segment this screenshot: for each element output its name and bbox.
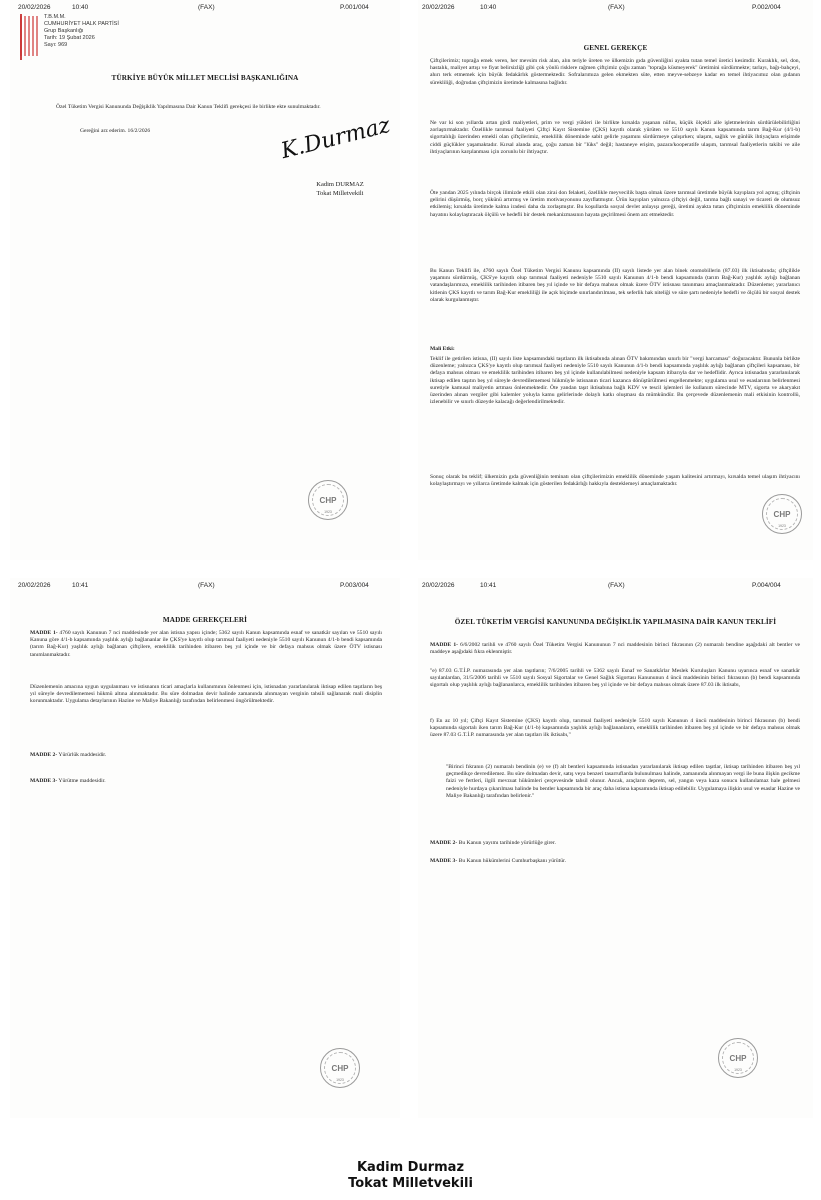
fax-header: [10, 578, 400, 592]
party-seal-icon: CHP 1923: [762, 494, 802, 534]
fax-time: 10:41: [72, 582, 89, 589]
fax-date: 20/02/2026: [422, 582, 455, 589]
paragraph: Bu Kanun Teklifi ile, 4760 sayılı Özel Tüketim Vergisi Kanunu kapsamında (II) sayılı listede yer alan binek otomobillerin (87.03) ilk iktisabında; çiftçilikle yaşamını sürdürmüş, ÇKS'ye kayıtlı olup tarımsal faaliyeti nedeniyle 5510 sayılı Kanunun 4/1-b bendi kapsamında (tarım Bağ-Kur) yaşlılık aylığı bağlanan vatandaşlarımıza, emeklilik tarihinden itibaren beş yıl içinde ve bir defaya mahsus olmak üzere ÖTV istisnası tanınması amaçlanmaktadır. Düzenleme; yararlanıcı kitlenin ÇKS kayıtlı ve tarım Bağ-Kur emekliliği ile açık biçimde sınırlandırılması, tek seferlik hak niteliği ve süre şartı nedeniyle hedefli ve ölçülü bir sosyal destek olarak kurgulanmıştır.: [430, 268, 800, 303]
fax-page-number: P.001/004: [340, 4, 369, 11]
law-article-2: MADDE 2- Bu Kanun yayımı tarihinde yürürlüğe girer.: [430, 840, 556, 846]
fax-page-number: P.002/004: [752, 4, 781, 11]
footer-name: Kadim Durmaz: [356, 1160, 465, 1175]
fax-time: 10:40: [480, 4, 497, 11]
signer-name: Kadim DURMAZ: [316, 181, 364, 188]
law-subclause-e: "e) 87.03 G.T.İ.P. numarasında yer alan taşıtların; 7/6/2005 tarihli ve 5362 sayılı Esnaf ve Sanatkârlar Meslek Kuruluşları Kanunu uyarınca esnaf ve sanatkâr sayılanlardan, 31/5/2006 tarihli ve 5510 sayılı Sosyal Sigortalar ve Genel Sağlık Sigortası Kanununun 4 üncü maddesinin birinci fıkrasının (b) bendi kapsamında sigortalı olup yaşlılık aylığı bağlananlarca, emeklilik tarihinden itibaren beş yıl içinde ve bir defaya mahsus olmak üzere 87.03 ilk iktisabı,: [430, 668, 800, 689]
fax-header: [418, 578, 813, 592]
party-seal-icon: CHP 1923: [308, 480, 348, 520]
fax-page-1: [10, 0, 400, 560]
mali-etki-heading: Mali Etki:: [430, 346, 455, 352]
footer-title: Tokat Milletvekili: [348, 1176, 473, 1191]
law-added-paragraph: "Birinci fıkranın (2) numaralı bendinin (e) ve (f) alt bentleri kapsamında istisnadan yararlanılarak iktisap edilen taşıtlar, iktisap tarihinden itibaren beş yıl geçmedikçe devredilemez. Bu süre dolmadan devir, satış veya benzeri tasarruflarda bulunulması halinde, zamanında alınmayan vergi ile buna ilişkin gecikme faizi ve fertleri, ilgili mevzuat hükümleri çerçevesinde tahsil olunur. Ancak, araçların deprem, sel, yangın veya kaza sonucu kullanılamaz hale gelmesi nedeniyle hurdaya çıkarılması halinde bu bentler kapsamında bir araç daha istisna kapsamında iktisap edilebilir. Uygulamaya ilişkin usul ve esaslar Hazine ve Maliye Bakanlığı tarafından belirlenir.": [446, 764, 800, 799]
page-title: GENEL GEREKÇE: [583, 44, 648, 52]
fax-header: [418, 0, 813, 14]
article-3-rationale: MADDE 3- Yürütme maddesidir.: [30, 778, 106, 784]
fax-date: 20/02/2026: [422, 4, 455, 11]
fax-header: [10, 0, 400, 14]
signer-block: [300, 180, 380, 198]
paragraph: Öte yandan 2025 yılında birçok ilimizde etkili olan zirai don felaketi, özellikle meyvecilik başta olmak üzere tarımsal üretimde büyük kayıplara yol açmış; çiftçinin gelirini düşürmüş, borç yükünü artırmış ve üretim motivasyonunu zayıflatmıştır. Ürün kayıpları yalnızca çiftçiyi değil, tarıma bağlı sanayi ve ticareti de olumsuz etkilemiş; kırsalda üretimde kalma iradesi daha da zorlaşmıştır. Bu koşullarda sosyal devlet anlayışı gereği, üretimi ayakta tutan çiftçimizin emeklilik döneminde hayatını kolaylaştıracak ölçülü ve hedefli bir destek mekanizmasının hayata geçirilmesi önem arz etmektedir.: [430, 190, 800, 218]
fax-label: (FAX): [198, 582, 215, 589]
law-article-3: MADDE 3- Bu Kanun hükümlerini Cumhurbaşkanı yürütür.: [430, 858, 566, 864]
party-seal-icon: CHP 1923: [718, 1038, 758, 1078]
footer-signature: [0, 1160, 821, 1192]
receipt-stamp: T.B.M.M. CUMHURİYET HALK PARTİSİ Grup Başkanlığı Tarih: 19 Şubat 2026 Sayı: 969: [20, 14, 130, 60]
fax-time: 10:41: [480, 582, 497, 589]
party-logo-icon: [20, 16, 40, 56]
law-subclause-f: f) En az 10 yıl; Çiftçi Kayıt Sistemine (ÇKS) kayıtlı olup, tarımsal faaliyeti nedeniyle 5510 sayılı Kanunun 4 üncü maddesinin birinci fıkrasının (b) bendi kapsamında sigortalı iken tarım Bağ-Kur (4/1-b) kapsamında yaşlılık aylığı bağlananların, emeklilik tarihinden itibaren beş yıl içinde ve bir defaya mahsus olmak üzere 87.03 G.T.İ.P. numarasında yer alan taşıtları ilk iktisabı,": [430, 718, 800, 739]
paragraph: Sonuç olarak bu teklif; ülkemizin gıda güvenliğinin teminatı olan çiftçilerimizin emeklilik döneminde yaşam kalitesini artırmayı, kırsalda temel ulaşım ihtiyacını kolaylaştırmayı ve yıllarca üretimde kalmak için gösterilen fedakârlığı hakkıyla desteklemeyi amaçlamaktadır.: [430, 474, 800, 488]
fax-page-number: P.004/004: [752, 582, 781, 589]
article-1-rationale-cont: Düzenlemenin amacına uygun uygulanması ve istisnanın ticari amaçlarla kullanımının önlenmesi için, istisnadan yararlanılarak iktisap edilen taşıtların beş yıl süreyle devredilememesi hükmü altına alınmaktadır. Bu süre dolmadan devir halinde zamanında alınmayan verginin tahsili sağlanarak mali disiplin korunmaktadır. Uygulama detaylarının Hazine ve Maliye Bakanlığı tarafından belirlenmesi öngörülmektedir.: [30, 684, 382, 705]
paragraph: Teklif ile getirilen istisna, (II) sayılı liste kapsamındaki taşıtların ilk iktisabında alınan ÖTV bakımından sınırlı bir "vergi harcaması" doğuracaktır. Bununla birlikte düzenleme; yalnızca ÇKS'ye kayıtlı olup tarımsal faaliyeti nedeniyle 5510 sayılı Kanunun 4/1-b bendi kapsamında yaşlılık aylığı bağlanan çiftçileri kapsaması, bir defaya mahsus olması ve emeklilik tarihinden itibaren beş yıl içinde kullanılabilmesi nedeniyle kapsam itibarıyla dar ve hedeflidir. Ayrıca istisnadan yararlanılarak iktisap edilen taşıtın beş yıl süreyle devredilememesi hükmüyle istisnanın ticari kazanca dönüştürülmesi engellenmekte; uygulama usul ve esaslarının belirlenmesi suretiyle kamusal maliyetin artması önlenmektedir. Öte yandan taşıt iktisabına bağlı KDV ve tescil işlemleri ile kullanım sürecinde MTV, sigorta ve akaryakıt üzerinden alınan vergiler gibi kalemler yoluyla kamu gelirlerinde dolaylı katkı oluşması da mümkündür. Bu çerçevede düzenlemenin mali etkisinin kontrollü, izlenebilir ve sınırlı düzeyde kalacağı değerlendirilmektedir.: [430, 356, 800, 406]
fax-date: 20/02/2026: [18, 4, 51, 11]
page-title: MADDE GEREKÇELERİ: [162, 616, 248, 624]
fax-label: (FAX): [198, 4, 215, 11]
page-title: TÜRKİYE BÜYÜK MİLLET MECLİSİ BAŞKANLIĞINA: [111, 74, 299, 82]
signer-title: Tokat Milletvekili: [316, 190, 364, 197]
fax-time: 10:40: [72, 4, 89, 11]
law-article-1: MADDE 1- 6/6/2002 tarihli ve 4760 sayılı Özel Tüketim Vergisi Kanununun 7 nci maddesinin birinci fıkrasının (2) numaralı bendine aşağıdaki alt bentler ve maddeye aşağıdaki fıkra eklenmiştir.: [430, 642, 800, 656]
article-1-rationale: MADDE 1- 4760 sayılı Kanunun 7 nci maddesinde yer alan istisna yapısı içinde; 5362 sayılı Kanun kapsamında esnaf ve sanatkâr sayılan ve 5510 sayılı Kanuna göre 4/1-b kapsamında yaşlılık aylığı bağlananlar ile ÇKS'ye kayıtlı olup tarımsal faaliyeti nedeniyle 5510 sayılı Kanunun 4/1-b bendi kapsamında (tarım Bağ-Kur) yaşlılık aylığı bağlanan çiftçilere, emeklilik tarihinden itibaren beş yıl içinde ve bir defaya mahsus olmak üzere ÖTV istisnası tanımlanmaktadır.: [30, 630, 382, 658]
article-2-rationale: MADDE 2- Yürürlük maddesidir.: [30, 752, 107, 758]
fax-page-4: [418, 578, 813, 1118]
fax-label: (FAX): [608, 4, 625, 11]
handwritten-signature: K.Durmaz: [278, 112, 393, 165]
party-seal-icon: CHP 1923: [320, 1048, 360, 1088]
fax-page-3: [10, 578, 400, 1118]
paragraph: Çiftçilerimiz; toprağa emek veren, her mevsim risk alan, alın teriyle üreten ve ülkemizin gıda güvenliğini ayakta tutan temel üretici kesimdir. Kuraklık, sel, don, hastalık, maliyet artışı ve fiyat belirsizliği gibi çok yönlü risklere rağmen çiftçimiz çoğu zaman "toprağa küsmeyerek" üretimini sürdürmekte; tarlayı, bağı-bahçeyi, ahırı terk etmemek için büyük fedakârlık göstermektedir. Sofralarımıza gelen ekmekten süte, etten meyve-sebzeye kadar en temel ihtiyacımız olan gıdanın sürekliliği, doğrudan çiftçimizin üretimde kalmasına bağlıdır.: [430, 58, 800, 86]
paragraph: Ne var ki son yıllarda artan girdi maliyetleri, prim ve vergi yükleri ile birlikte kırsalda yaşanan nüfus, küçük ölçekli aile işletmelerinin sürdürülebilirliğini zorlaştırmaktadır. Özellikle tarımsal faaliyeti Çiftçi Kayıt Sistemine (ÇKS) kayıtlı olarak yürüten ve 5510 sayılı Kanun kapsamında tarım Bağ-Kur (4/1-b) sigortalılığı üzerinden emekli olan çiftçilerimiz, emeklilik döneminde sabit gelirle yaşamını sürdürmeye çalışırken; ulaşım, sağlık ve günlük ihtiyaçlara erişimde ciddi güçlükler yaşamaktadır. Kırsal alanda araç, çoğu zaman bir "lüks" değil; hastaneye erişim, pazara/kooperatife ulaşım, tarımsal faaliyetlerin takibi ve aile ihtiyaçlarının karşılanması için zorunlu bir ihtiyaçtır.: [430, 120, 800, 155]
cover-letter-body: Özel Tüketim Vergisi Kanununda Değişiklik Yapılmasına Dair Kanun Teklifi gerekçesi ile birlikte ekte sunulmaktadır.: [56, 104, 321, 110]
fax-page-number: P.003/004: [340, 582, 369, 589]
cover-letter-closing: Gereğini arz ederim. 16/2/2026: [80, 128, 151, 134]
fax-date: 20/02/2026: [18, 582, 51, 589]
fax-label: (FAX): [608, 582, 625, 589]
page-title: ÖZEL TÜKETİM VERGİSİ KANUNUNDA DEĞİŞİKLİK YAPILMASINA DAİR KANUN TEKLİFİ: [454, 618, 777, 626]
